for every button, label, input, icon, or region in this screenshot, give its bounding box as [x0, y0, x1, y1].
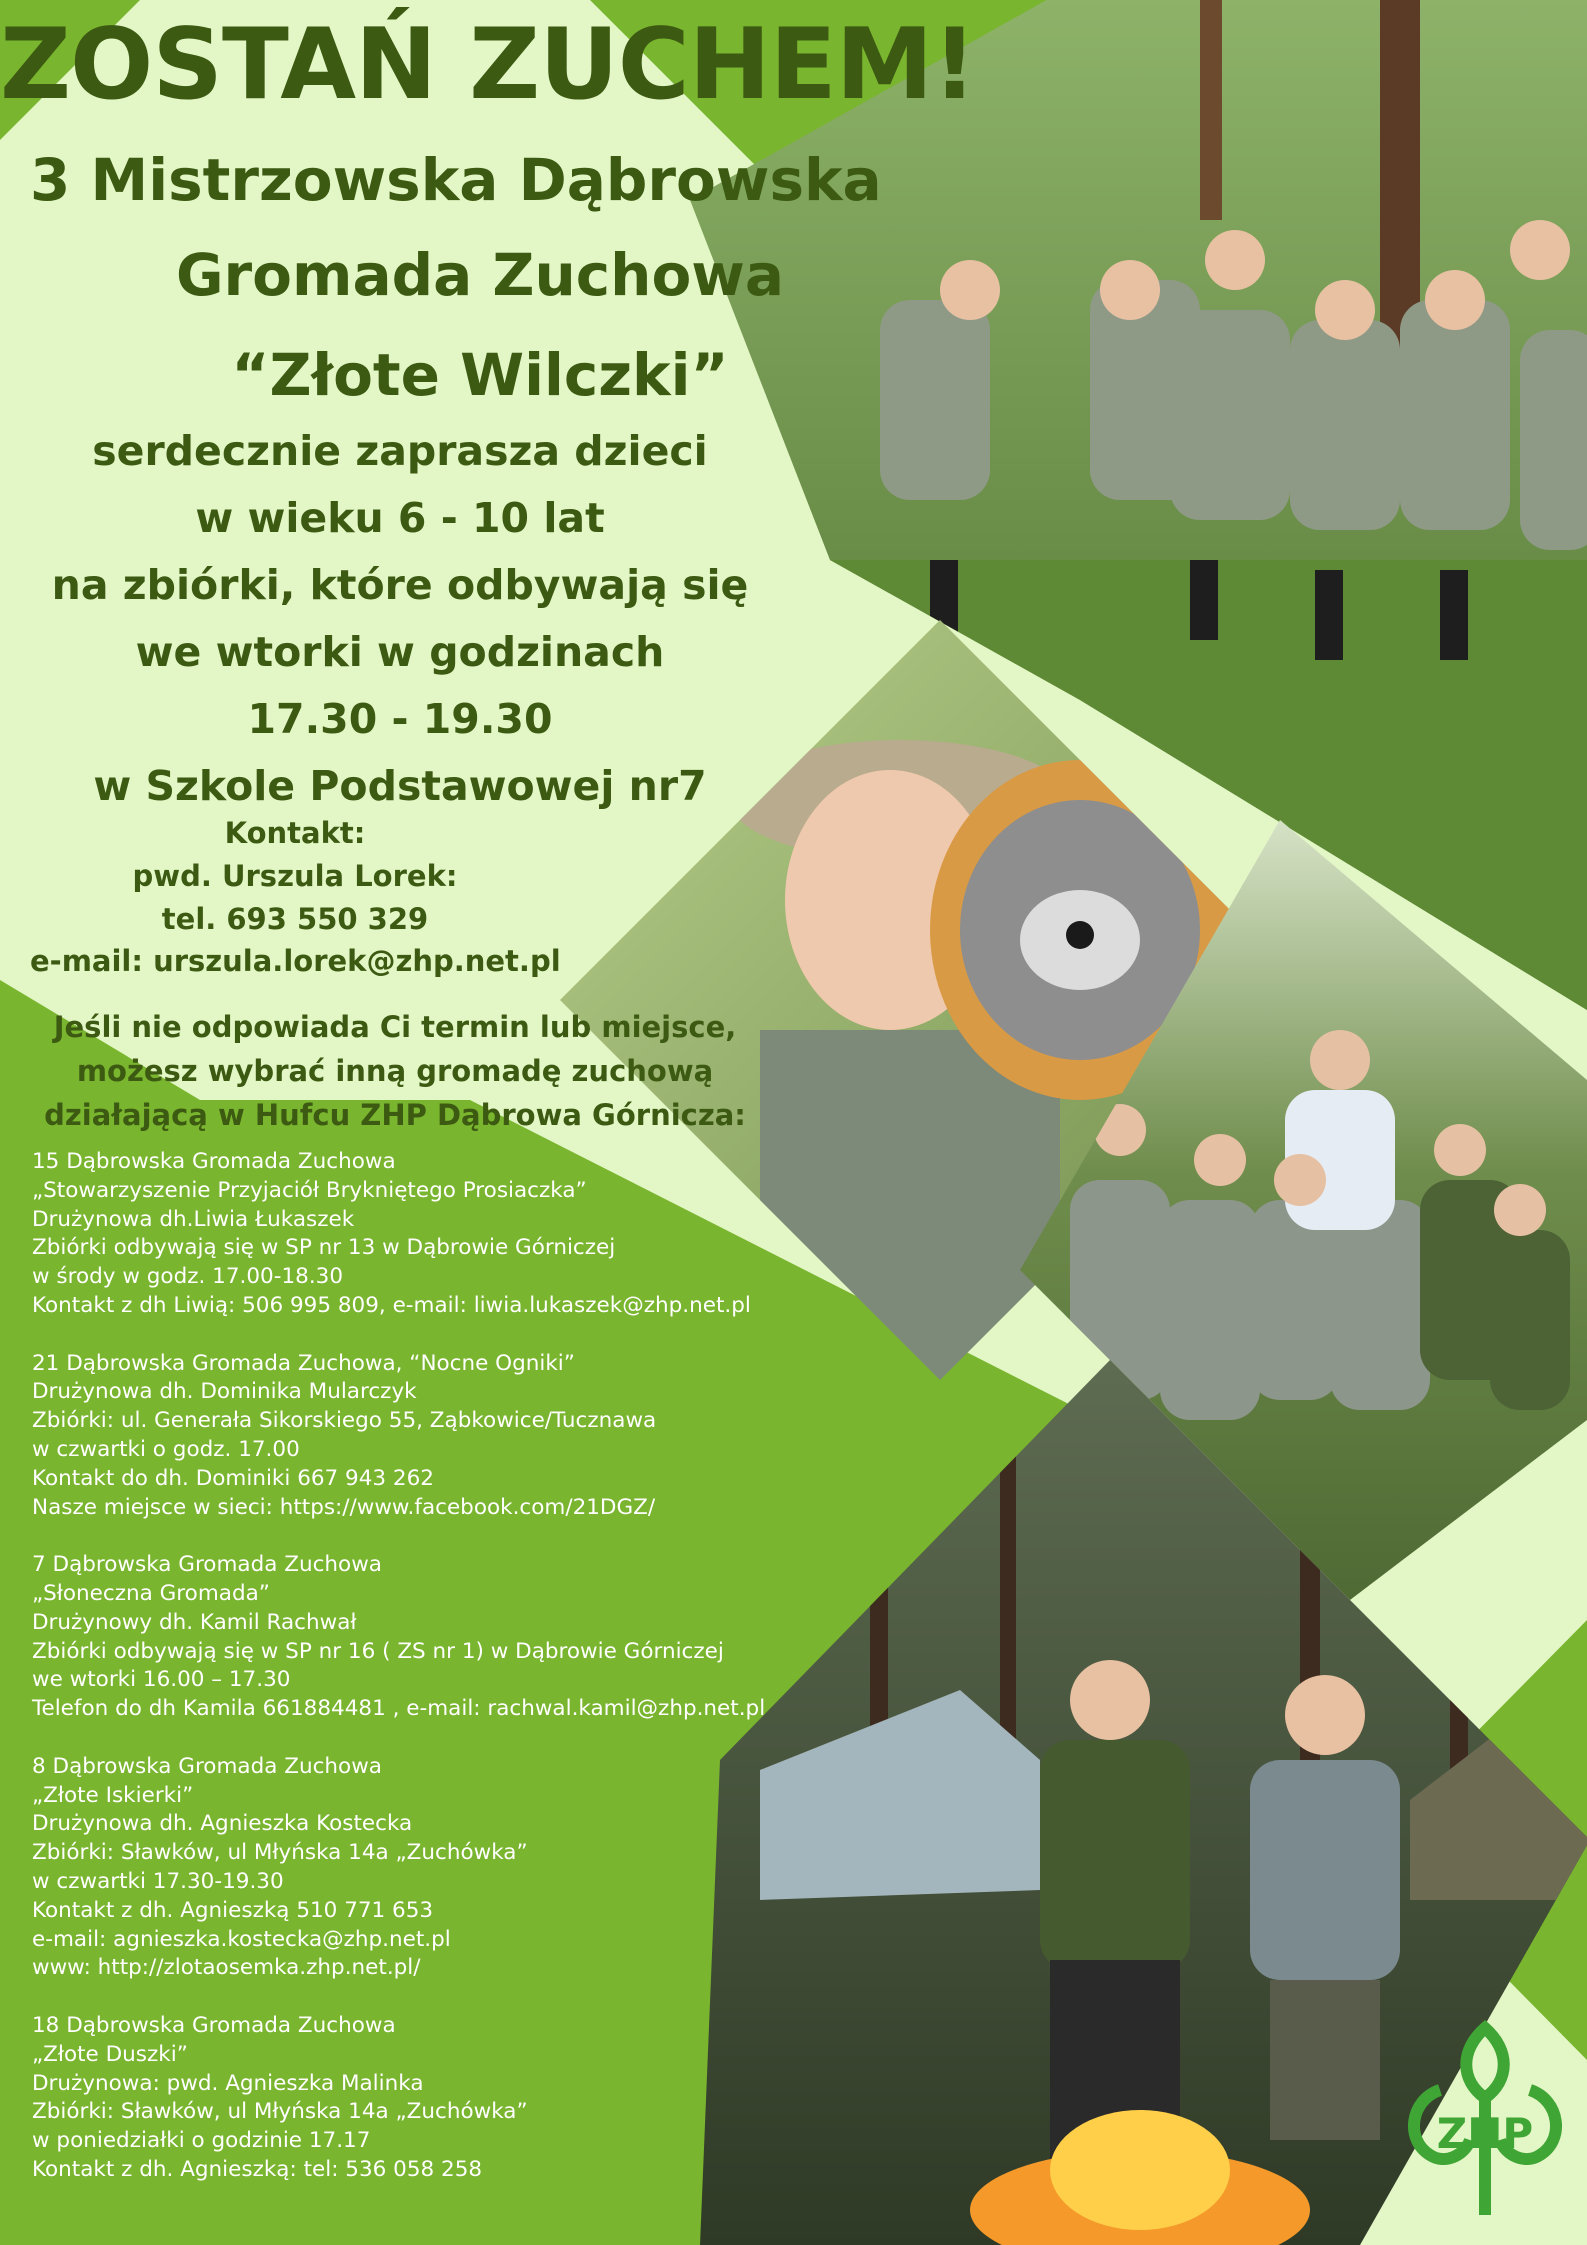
invite-line: w wieku 6 - 10 lat — [195, 494, 605, 542]
group-line: Kontakt z dh. Agnieszką 510 771 653 — [32, 1897, 434, 1923]
contact-name: pwd. Urszula Lorek: — [132, 859, 458, 893]
alternative-line: działającą w Hufcu ZHP Dąbrowa Górnicza: — [44, 1098, 746, 1132]
group-line: Telefon do dh Kamila 661884481 , e-mail: rachwal.kamil@zhp.net.pl — [32, 1696, 766, 1722]
group-line: Zbiórki odbywają się w SP nr 16 ( ZS nr 1) w Dąbrowie Górniczej — [32, 1638, 724, 1664]
group-entry-8 — [32, 1753, 962, 1983]
group-line: w czwartki o godz. 17.00 — [32, 1436, 300, 1462]
contact-block — [0, 812, 590, 978]
group-number-title: 3 Mistrzowska Dąbrowska — [30, 146, 882, 214]
group-line: Nasze miejsce w sieci: https://www.facebook.com/21DGZ/ — [32, 1494, 656, 1520]
alternative-line: Jeśli nie odpowiada Ci termin lub miejsce, — [53, 1010, 737, 1044]
group-entry-7 — [32, 1551, 962, 1724]
group-line: 8 Dąbrowska Gromada Zuchowa — [32, 1753, 382, 1779]
alternative-intro — [0, 1005, 790, 1137]
contact-email: e-mail: urszula.lorek@zhp.net.pl — [30, 944, 561, 978]
group-line: „Stowarzyszenie Przyjaciół Brykniętego Prosiaczka” — [32, 1177, 587, 1203]
group-line: e-mail: agnieszka.kostecka@zhp.net.pl — [32, 1926, 451, 1952]
headline: ZOSTAŃ ZUCHEM! — [0, 8, 976, 122]
group-line: Kontakt z dh. Agnieszką: tel: 536 058 258 — [32, 2156, 483, 2182]
group-entry-15 — [32, 1148, 962, 1321]
group-line: w poniedziałki o godzinie 17.17 — [32, 2128, 371, 2154]
group-line: we wtorki 16.00 – 17.30 — [32, 1667, 291, 1693]
group-line: 7 Dąbrowska Gromada Zuchowa — [32, 1552, 382, 1578]
group-line: Drużynowa dh. Agnieszka Kostecka — [32, 1811, 413, 1837]
group-line: Drużynowa dh. Dominika Mularczyk — [32, 1379, 417, 1405]
logo-text: ZHP — [1436, 2109, 1534, 2158]
group-line: www: http://zlotaosemka.zhp.net.pl/ — [32, 1955, 421, 1981]
group-line: „Złote Iskierki” — [32, 1782, 194, 1808]
group-name-title: “Złote Wilczki” — [231, 341, 729, 409]
invite-line: we wtorki w godzinach — [135, 628, 665, 676]
other-groups-list — [32, 1148, 962, 2213]
group-line: Zbiórki: Sławków, ul Młyńska 14a „Zuchówka” — [32, 1840, 528, 1866]
group-line: Zbiórki: ul. Generała Sikorskiego 55, Ząbkowice/Tucznawa — [32, 1408, 657, 1434]
group-entry-21 — [32, 1350, 962, 1523]
group-line: Zbiórki odbywają się w SP nr 13 w Dąbrowie Górniczej — [32, 1235, 616, 1261]
contact-phone: tel. 693 550 329 — [161, 902, 429, 936]
invite-time: 17.30 - 19.30 — [247, 695, 553, 743]
group-line: w czwartki 17.30-19.30 — [32, 1868, 284, 1894]
zhp-logo — [1400, 2020, 1570, 2220]
group-line: Zbiórki: Sławków, ul Młyńska 14a „Zuchówka” — [32, 2099, 528, 2125]
group-line: „Słoneczna Gromada” — [32, 1580, 270, 1606]
group-line: „Złote Duszki” — [32, 2041, 188, 2067]
group-type-title: Gromada Zuchowa — [175, 241, 785, 309]
invite-place: w Szkole Podstawowej nr7 — [93, 762, 707, 810]
contact-label: Kontakt: — [224, 816, 366, 850]
group-line: Kontakt z dh Liwią: 506 995 809, e-mail: liwia.lukaszek@zhp.net.pl — [32, 1292, 751, 1318]
invitation-text — [0, 418, 800, 820]
group-entry-18 — [32, 2012, 962, 2185]
group-line: 15 Dąbrowska Gromada Zuchowa — [32, 1149, 396, 1174]
group-line: Drużynowy dh. Kamil Rachwał — [32, 1609, 357, 1635]
group-line: w środy w godz. 17.00-18.30 — [32, 1264, 344, 1290]
group-line: Kontakt do dh. Dominiki 667 943 262 — [32, 1465, 434, 1491]
group-line: 18 Dąbrowska Gromada Zuchowa — [32, 2012, 396, 2038]
group-line: 21 Dąbrowska Gromada Zuchowa, “Nocne Ogniki” — [32, 1350, 575, 1376]
alternative-line: możesz wybrać inną gromadę zuchową — [76, 1054, 714, 1088]
invite-line: serdecznie zaprasza dzieci — [92, 427, 708, 475]
group-line: Drużynowa: pwd. Agnieszka Malinka — [32, 2070, 424, 2096]
invite-line: na zbiórki, które odbywają się — [51, 561, 749, 609]
group-line: Drużynowa dh.Liwia Łukaszek — [32, 1206, 355, 1232]
